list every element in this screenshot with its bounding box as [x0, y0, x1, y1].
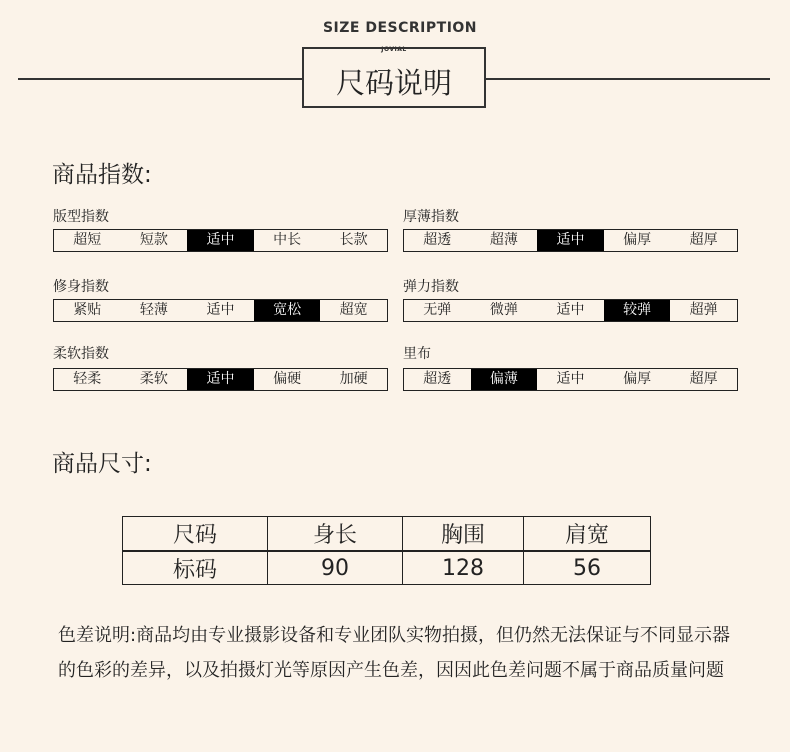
scale-option: 适中	[187, 369, 254, 390]
scale-option: 超透	[423, 371, 452, 387]
scale-option: 超短	[73, 232, 102, 248]
table-cell: 56	[524, 551, 651, 585]
table-cell: 90	[268, 551, 403, 585]
index-scale	[53, 229, 388, 252]
scale-option: 适中	[556, 371, 585, 387]
scale-option: 适中	[187, 230, 254, 251]
index-label: 修身指数	[53, 279, 109, 295]
scale-option: 短款	[139, 232, 168, 248]
header-title-cn: 尺码说明	[335, 66, 452, 100]
index-group-thickness	[403, 206, 738, 252]
size-section-title: 商品尺寸:	[52, 451, 152, 477]
scale-option: 偏厚	[623, 371, 652, 387]
index-label: 里布	[403, 346, 431, 362]
color-difference-note: 色差说明:商品均由专业摄影设备和专业团队实物拍摄，但仍然无法保证与不同显示器的色彩的差异，以及拍摄灯光等原因产生色差，因因此色差问题不属于商品质量问题	[58, 625, 731, 681]
scale-option: 偏硬	[273, 371, 302, 387]
scale-option: 偏薄	[471, 369, 538, 390]
scale-option: 无弹	[423, 302, 452, 318]
scale-option: 加硬	[339, 371, 368, 387]
index-scale	[53, 368, 388, 391]
product-index-title: 商品指数:	[52, 162, 152, 188]
header-rule-left	[18, 78, 303, 80]
table-cell: 128	[403, 551, 524, 585]
scale-option: 超透	[423, 232, 452, 248]
scale-option: 宽松	[254, 300, 321, 321]
index-scale	[403, 229, 738, 252]
header-box	[302, 47, 486, 108]
scale-option: 超薄	[489, 232, 518, 248]
scale-option: 偏厚	[623, 232, 652, 248]
index-scale	[53, 299, 388, 322]
scale-option: 超宽	[339, 302, 368, 318]
scale-option: 超弹	[689, 302, 718, 318]
scale-option: 适中	[556, 302, 585, 318]
index-group-lining	[403, 343, 738, 391]
table-row	[123, 551, 651, 585]
scale-option: 适中	[206, 302, 235, 318]
index-group-fit	[53, 206, 388, 252]
scale-option: 轻柔	[73, 371, 102, 387]
index-group-softness	[53, 343, 388, 391]
index-label: 柔软指数	[53, 346, 109, 362]
table-header-row	[123, 517, 651, 552]
size-table	[122, 516, 651, 585]
scale-option: 轻薄	[139, 302, 168, 318]
scale-option: 紧贴	[73, 302, 102, 318]
scale-option: 微弹	[489, 302, 518, 318]
header-cell-shoulder: 肩宽	[524, 517, 651, 552]
index-group-elastic	[403, 276, 738, 322]
index-scale	[403, 299, 738, 322]
scale-option: 超厚	[689, 371, 718, 387]
header-cell-size: 尺码	[123, 517, 268, 552]
scale-option: 中长	[273, 232, 302, 248]
index-scale	[403, 368, 738, 391]
scale-option: 适中	[537, 230, 604, 251]
header-brand: JOVIAL	[381, 46, 407, 53]
index-label: 版型指数	[53, 209, 109, 225]
scale-option: 较弹	[604, 300, 671, 321]
header-cell-length: 身长	[268, 517, 403, 552]
index-group-slim	[53, 276, 388, 322]
table-cell: 标码	[123, 551, 268, 585]
index-label: 厚薄指数	[403, 209, 459, 225]
scale-option: 超厚	[689, 232, 718, 248]
header-title-en: SIZE DESCRIPTION	[322, 20, 478, 36]
scale-option: 柔软	[139, 371, 168, 387]
header-cell-chest: 胸围	[403, 517, 524, 552]
scale-option: 长款	[339, 232, 368, 248]
header-rule-right	[486, 78, 770, 80]
index-label: 弹力指数	[403, 279, 459, 295]
